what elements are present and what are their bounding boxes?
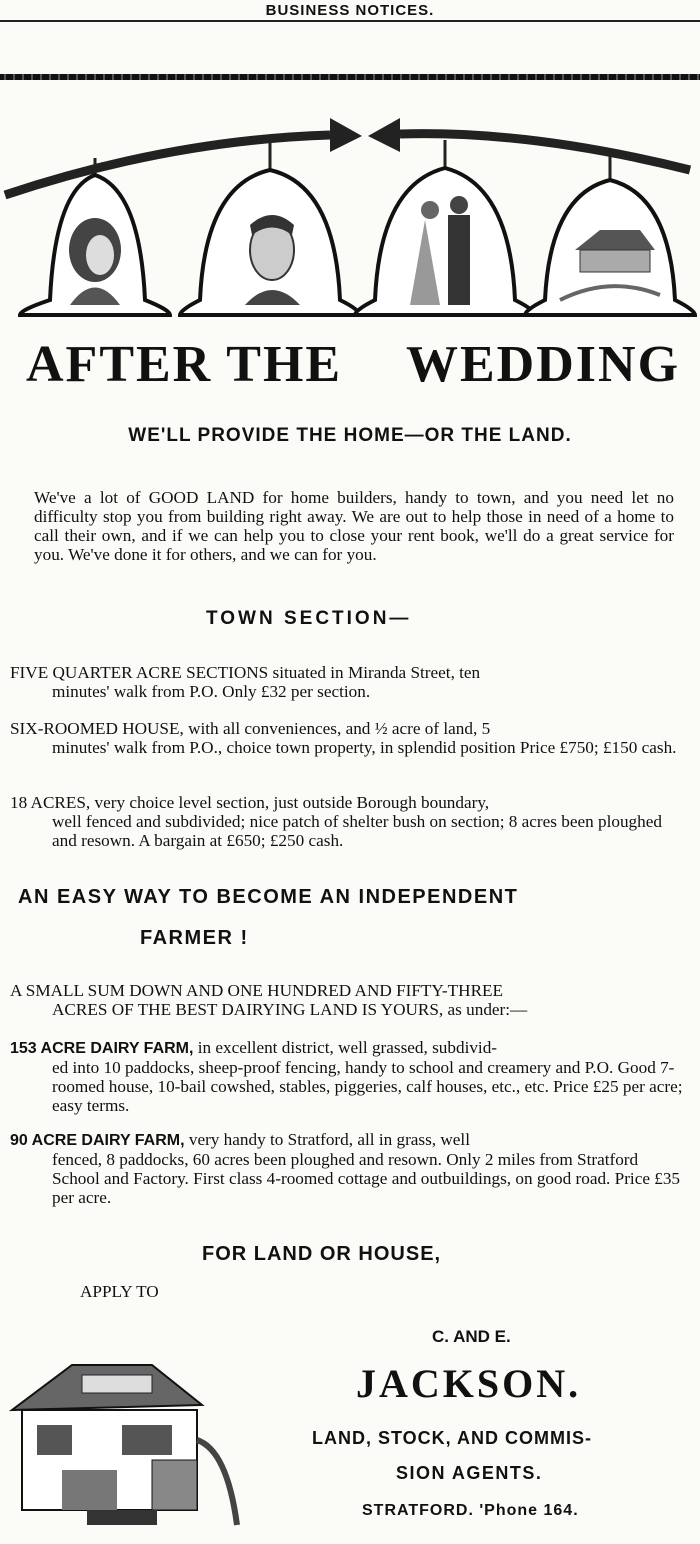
list-item: 90 ACRE DAIRY FARM, very handy to Stratford, all in grass, well fenced, 8 paddocks, 60 acres been ploughed and resown. Only 2 miles from Stratford School and Factory. First class 4-roomed cottage and outbuildings, on good road. Price £35 per acre. xyxy=(10,1130,681,1207)
firm-initials: C. AND E. xyxy=(432,1327,511,1346)
firm-line-1: LAND, STOCK, AND COMMIS- xyxy=(312,1428,592,1448)
subheading: WE'LL PROVIDE THE HOME—OR THE LAND. xyxy=(128,425,572,446)
intro-paragraph: We've a lot of GOOD LAND for home builders, handy to town, and you need let no difficulty stop you from building right away. We are out to help those in need of a home to call their own, and if we can help you to close your rent book, we'll do a great service for you. We've done it for others, and we can for you. xyxy=(34,488,674,564)
apply-to: APPLY TO xyxy=(80,1282,159,1301)
list-item: 153 ACRE DAIRY FARM, in excellent district, well grassed, subdivid- ed into 10 paddocks, sheep-proof fencing, handy to school and creamery and P.O. Good 7-roomed house, 10-bail cowshed, stables, piggeries, calf houses, etc., etc. Price £25 per acre; easy terms. xyxy=(10,1038,683,1115)
farmer-lead: A SMALL SUM DOWN AND ONE HUNDRED AND FIFTY-THREE ACRES OF THE BEST DAIRYING LAND IS YOURS, as under:— xyxy=(10,981,528,1019)
decorative-rule xyxy=(0,74,700,80)
farmer-section-title: AN EASY WAY TO BECOME AN INDEPENDENT xyxy=(18,886,519,908)
firm-name: JACKSON. xyxy=(356,1361,582,1406)
bell-house-icon xyxy=(525,155,695,315)
town-section-title: TOWN SECTION— xyxy=(206,608,412,629)
firm-address: STRATFORD. 'Phone 164. xyxy=(362,1502,579,1519)
firm-line-2: SION AGENTS. xyxy=(396,1463,543,1483)
header-rule xyxy=(0,20,700,22)
list-item: 18 ACRES, very choice level section, just outside Borough boundary, well fenced and subdivided; nice patch of shelter bush on section; 8 acres been ploughed and resown. A bargain at £650; £250 cash. xyxy=(10,793,662,850)
bell-couple-icon xyxy=(355,140,535,315)
cta-heading: FOR LAND OR HOUSE, xyxy=(202,1243,442,1265)
house-icon xyxy=(2,1350,242,1535)
list-item: FIVE QUARTER ACRE SECTIONS situated in Miranda Street, ten minutes' walk from P.O. Only £32 per section. xyxy=(10,663,481,701)
farmer-section-title-2: FARMER ! xyxy=(140,927,249,949)
wedding-bells-illustration xyxy=(0,100,700,340)
headline-after-the: AFTER THE xyxy=(26,336,343,393)
list-item: SIX-ROOMED HOUSE, with all conveniences, and ½ acre of land, 5 minutes' walk from P.O., choice town property, in splendid position Price £750; £150 cash. xyxy=(10,719,677,757)
headline-wedding: WEDDING xyxy=(406,336,681,393)
bell-man-icon xyxy=(180,140,360,315)
page-header-title: BUSINESS NOTICES. xyxy=(265,2,435,19)
